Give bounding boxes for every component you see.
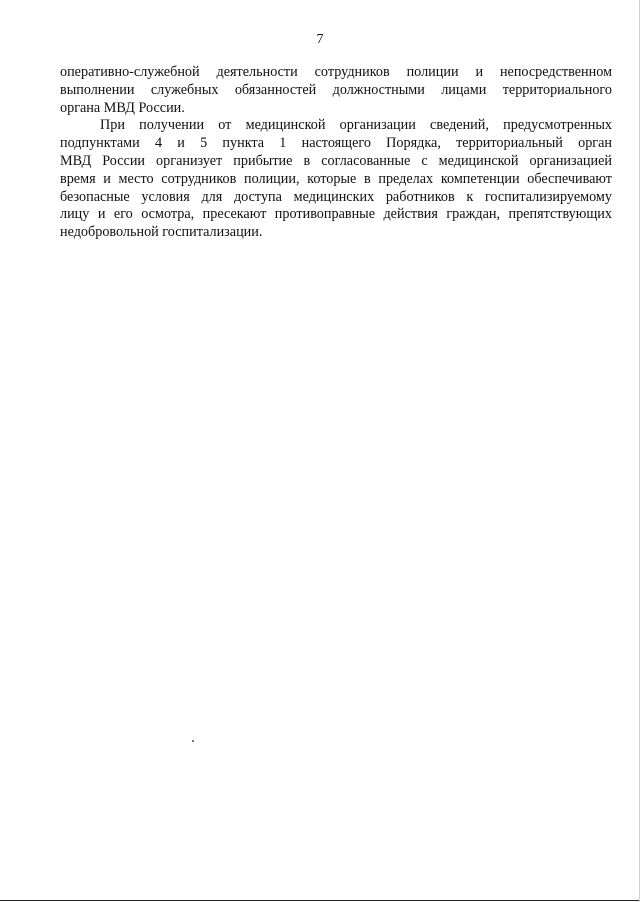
document-body <box>60 64 612 242</box>
paragraph-line: МВД России организует прибытие в согласованные с медицинской организацией <box>60 152 612 169</box>
paragraph-line: подпунктами 4 и 5 пункта 1 настоящего Порядка, территориальный орган <box>60 135 612 152</box>
paragraph-line: оперативно-служебной деятельности сотрудников полиции и непосредственном <box>60 64 612 80</box>
paragraph-line: время и место сотрудников полиции, которые в пределах компетенции обеспечивают <box>60 170 612 187</box>
paragraph-1 <box>60 64 612 117</box>
scan-bottom-edge <box>0 900 640 901</box>
scan-speck <box>192 740 194 742</box>
paragraph-line: безопасные условия для доступа медицинских работников к госпитализируемому <box>60 188 612 205</box>
paragraph-line: При получении от медицинской организации сведений, предусмотренных <box>100 117 612 134</box>
paragraph-line: недобровольной госпитализации. <box>60 224 263 241</box>
paragraph-2 <box>60 117 612 242</box>
paragraph-line: органа МВД России. <box>60 99 185 116</box>
page-number: 7 <box>316 32 324 47</box>
paragraph-line: выполнении служебных обязанностей должностными лицами территориального <box>60 81 612 98</box>
paragraph-line: лицу и его осмотра, пресекают противоправные действия граждан, препятствующих <box>60 206 612 223</box>
